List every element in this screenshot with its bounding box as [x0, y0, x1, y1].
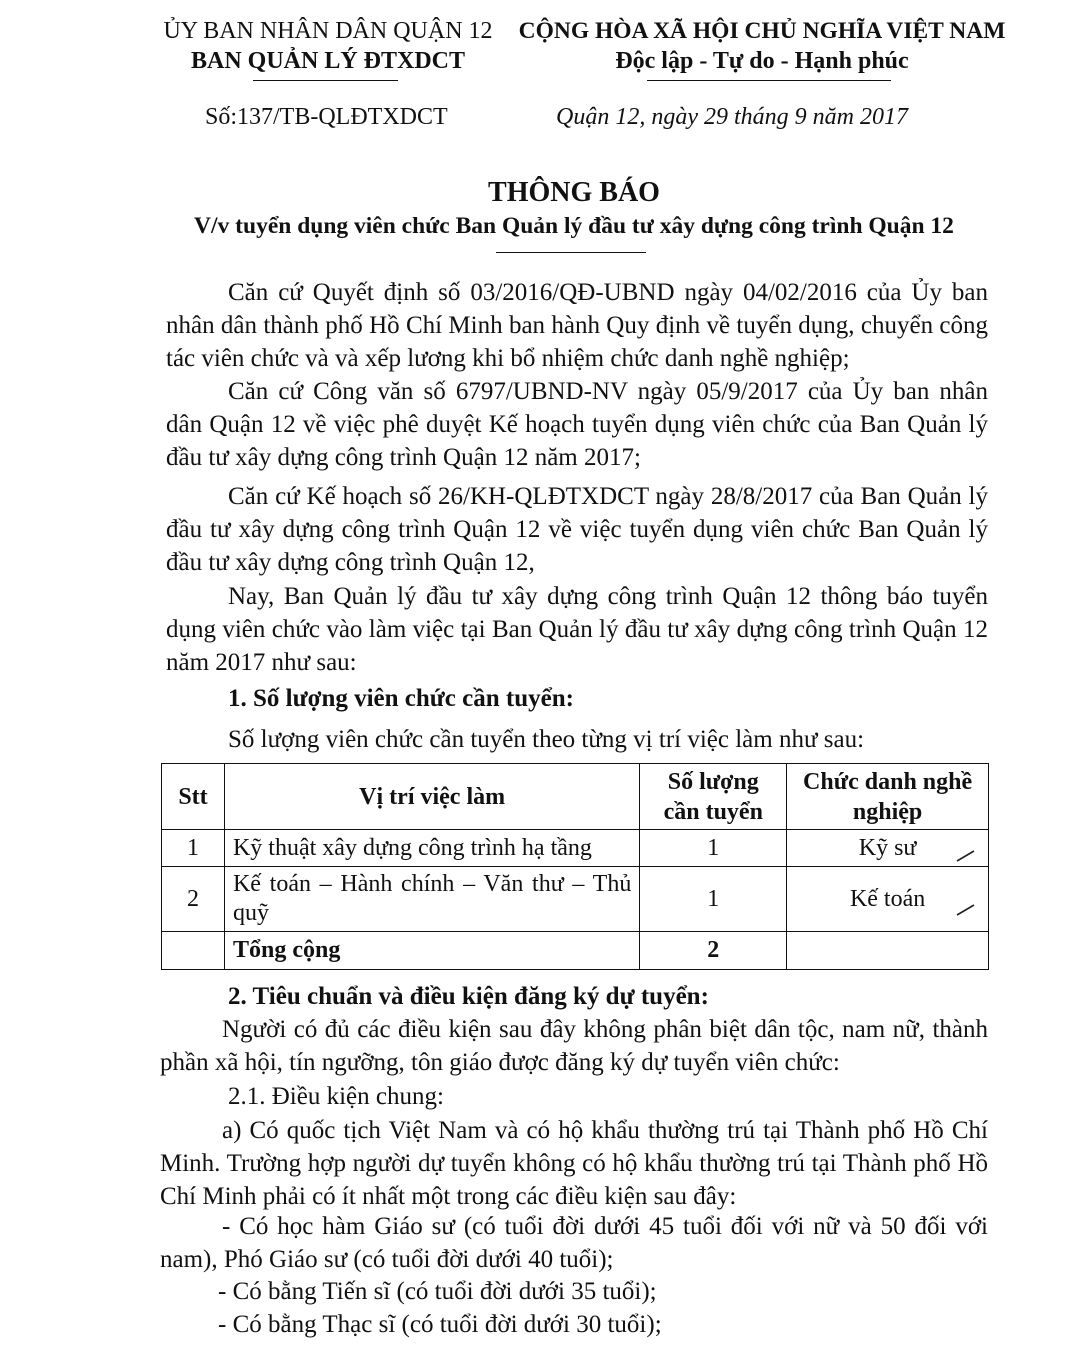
place-date: Quận 12, ngày 29 tháng 9 năm 2017 [556, 104, 908, 130]
table-total-row [162, 932, 989, 970]
national-title: CỘNG HÒA XÃ HỘI CHỦ NGHĨA VIỆT NAM [518, 18, 1006, 44]
section-2-1-heading: 2.1. Điều kiện chung: [228, 1083, 444, 1110]
condition-bullet-3: - Có bằng Thạc sĩ (có tuổi đời dưới 30 tuổi); [218, 1311, 662, 1338]
row-quantity: 1 [640, 867, 787, 932]
document-number: Số:137/TB-QLĐTXDCT [205, 104, 448, 130]
header-job-title: Chức danh nghề nghiệp [787, 764, 989, 830]
section-1-intro: Số lượng viên chức cần tuyển theo từng vị trí việc làm như sau: [228, 726, 865, 753]
motto-underline [647, 80, 891, 81]
tick-mark-icon [955, 848, 977, 864]
row-position: Kế toán – Hành chính – Văn thư – Thủ quỹ [224, 867, 639, 932]
legal-basis-paragraph-2: Căn cứ Công văn số 6797/UBND-NV ngày 05/9/2017 của Ủy ban nhân dân Quận 12 về việc phê duyệt Kế hoạch tuyển dụng viên chức của Ban Quản lý đầu tư xây dựng công trình Quận 12 năm 2017; [166, 378, 988, 471]
condition-bullet-2: - Có bằng Tiến sĩ (có tuổi đời dưới 35 tuổi); [218, 1278, 657, 1305]
total-value: 2 [640, 932, 787, 970]
row-position: Kỹ thuật xây dựng công trình hạ tầng [224, 830, 639, 867]
total-empty-cell [162, 932, 225, 970]
issuer-underline [253, 80, 398, 81]
recruitment-table [161, 763, 989, 970]
legal-basis-paragraph-1: Căn cứ Quyết định số 03/2016/QĐ-UBND ngày 04/02/2016 của Ủy ban nhân dân thành phố Hồ Chí Minh ban hành Quy định về tuyển dụng, chuyển công tác viên chức và và xếp lương khi bổ nhiệm chức danh nghề nghiệp; [166, 279, 988, 372]
row-stt: 1 [162, 830, 225, 867]
row-job-title: Kỹ sư [787, 830, 989, 867]
national-motto: Độc lập - Tự do - Hạnh phúc [615, 48, 909, 74]
row-job-title: Kế toán [787, 867, 989, 932]
condition-a: a) Có quốc tịch Việt Nam và có hộ khẩu thường trú tại Thành phố Hồ Chí Minh. Trường hợp người dự tuyển không có hộ khẩu thường trú tại Thành phố Hồ Chí Minh phải có ít nhất một trong các điều kiện sau đây: [160, 1117, 988, 1210]
table-row [162, 830, 989, 867]
header-position: Vị trí việc làm [224, 764, 639, 830]
section-2-heading: 2. Tiêu chuẩn và điều kiện đăng ký dự tuyển: [228, 983, 709, 1010]
header-quantity: Số lượng cần tuyển [640, 764, 787, 830]
header-stt: Stt [162, 764, 225, 830]
row-quantity: 1 [640, 830, 787, 867]
table-row [162, 867, 989, 932]
document-subject: V/v tuyển dụng viên chức Ban Quản lý đầu tư xây dựng công trình Quận 12 [194, 213, 954, 239]
total-label: Tổng cộng [224, 932, 639, 970]
tick-mark-icon [955, 902, 977, 918]
issuer-unit: BAN QUẢN LÝ ĐTXDCT [190, 48, 466, 74]
row-stt: 2 [162, 867, 225, 932]
issuer-authority: ỦY BAN NHÂN DÂN QUẬN 12 [163, 18, 493, 44]
subject-underline [496, 252, 646, 253]
table-header-row [162, 764, 989, 830]
section-1-heading: 1. Số lượng viên chức cần tuyển: [228, 685, 574, 712]
legal-basis-paragraph-3: Căn cứ Kế hoạch số 26/KH-QLĐTXDCT ngày 28/8/2017 của Ban Quản lý đầu tư xây dựng công trình Quận 12 về việc tuyển dụng viên chức Ban Quản lý đầu tư xây dựng công trình Quận 12, [166, 483, 988, 576]
condition-bullet-1: - Có học hàm Giáo sư (có tuổi đời dưới 45 tuổi đối với nữ và 50 đối với nam), Phó Giáo sư (có tuổi đời dưới 40 tuổi); [160, 1213, 988, 1273]
total-empty-cell [787, 932, 989, 970]
document-title: THÔNG BÁO [488, 177, 660, 208]
announcement-paragraph: Nay, Ban Quản lý đầu tư xây dựng công trình Quận 12 thông báo tuyển dụng viên chức vào làm việc tại Ban Quản lý đầu tư xây dựng công trình Quận 12 năm 2017 như sau: [166, 583, 988, 676]
section-2-intro: Người có đủ các điều kiện sau đây không phân biệt dân tộc, nam nữ, thành phần xã hội, tín ngưỡng, tôn giáo được đăng ký dự tuyển viên chức: [160, 1016, 988, 1076]
